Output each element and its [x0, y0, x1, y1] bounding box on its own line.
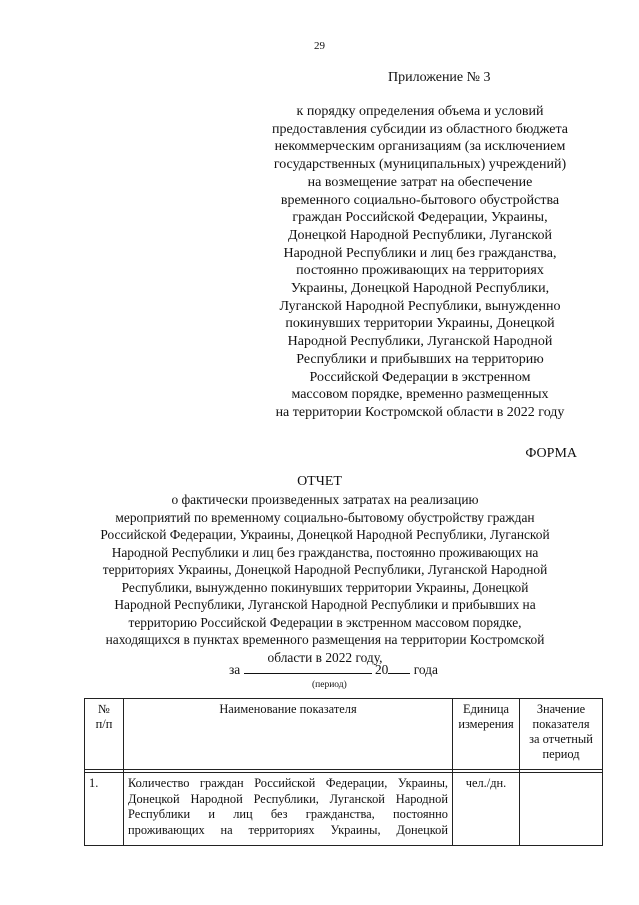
appendix-line: некоммерческим организациям (за исключением — [274, 139, 566, 155]
period-year-prefix: 20 — [374, 662, 389, 677]
appendix-line: на возмещение затрат на обеспечение — [307, 174, 533, 190]
header-unit — [453, 699, 520, 770]
header-value-line: за отчетный — [529, 732, 593, 746]
period-suffix: года — [413, 662, 438, 677]
row-name-line: Республики и лиц без гражданства, постоянно — [128, 807, 448, 821]
table-header-row — [85, 699, 603, 770]
appendix-title: Приложение № 3 — [388, 70, 491, 85]
report-line: территорию Российской Федерации в экстренном массовом порядке, — [128, 614, 522, 630]
period-prefix: за — [229, 662, 241, 677]
report-line: находящихся в пунктах временного размещения на территории Костромской — [105, 632, 545, 647]
appendix-line: государственных (муниципальных) учреждений) — [273, 157, 567, 173]
period-blank-field[interactable] — [244, 661, 372, 674]
report-line: Народной Республики и лиц без гражданства, постоянно проживающих на — [111, 544, 539, 560]
appendix-line: покинувших территории Украины, Донецкой — [285, 316, 555, 332]
appendix-line: Народной Республики, Луганской Народной — [287, 334, 553, 350]
header-num-line: п/п — [95, 717, 113, 731]
row-name-text — [128, 776, 448, 840]
page-number: 29 — [314, 40, 325, 52]
header-value — [520, 699, 603, 770]
header-unit-line: измерения — [458, 717, 514, 731]
header-name-line: Наименование показателя — [219, 702, 357, 716]
row-name-line: Количество граждан Российской Федерации, Украины, — [128, 776, 448, 790]
report-line: области в 2022 году, — [267, 649, 383, 665]
appendix-line: Донецкой Народной Республики, Луганской — [288, 227, 552, 243]
report-title: ОТЧЕТ — [297, 474, 342, 489]
period-caption: (период) — [312, 680, 347, 690]
appendix-line: Российской Федерации в экстренном — [309, 369, 531, 385]
appendix-line: Украины, Донецкой Народной Республики, — [290, 281, 550, 297]
report-line: Народной Республики, Луганской Народной Республики и прибывших на — [114, 597, 536, 612]
header-value-line: период — [542, 747, 580, 761]
report-line: о фактически произведенных затратах на реализацию — [171, 492, 479, 507]
report-line: мероприятий по временному социально-бытовому обустройству граждан — [115, 509, 535, 525]
header-num — [85, 699, 124, 770]
report-description — [40, 491, 610, 666]
appendix-line: к порядку определения объема и условий — [296, 104, 544, 119]
appendix-line: граждан Российской Федерации, Украины, — [292, 210, 548, 226]
row-name-line: Донецкой Народной Республики, Луганской Народной — [128, 791, 448, 806]
appendix-line: постоянно проживающих на территориях — [296, 263, 544, 279]
row-name — [124, 773, 453, 846]
header-name — [124, 699, 453, 770]
report-line: территориях Украины, Донецкой Народной Республики, Луганской Народной — [102, 562, 548, 577]
table-row — [85, 773, 603, 846]
appendix-line: на территории Костромской области в 2022 году — [275, 404, 565, 420]
appendix-line: временного социально-бытового обустройства — [280, 192, 560, 208]
row-value[interactable] — [520, 773, 603, 846]
header-num-line: № — [98, 702, 110, 716]
row-num: 1. — [85, 773, 124, 846]
header-unit-line: Единица — [463, 702, 509, 716]
header-value-line: показателя — [532, 717, 590, 731]
appendix-line: предоставления субсидии из областного бюджета — [272, 121, 568, 137]
header-value-line: Значение — [536, 702, 586, 716]
indicators-table — [84, 698, 603, 846]
appendix-line: Народной Республики и лиц без гражданства, — [283, 245, 557, 261]
report-period-line — [229, 661, 438, 678]
appendix-line: Республики и прибывших на территорию — [296, 351, 544, 367]
report-line: Российской Федерации, Украины, Донецкой Народной Республики, Луганской — [100, 527, 550, 542]
report-line: Республики, вынужденно покинувших территории Украины, Донецкой — [121, 579, 529, 595]
row-unit: чел./дн. — [453, 773, 520, 846]
appendix-description — [240, 103, 600, 422]
form-label: ФОРМА — [525, 446, 577, 461]
appendix-line: Луганской Народной Республики, вынужденно — [279, 298, 561, 314]
appendix-line: массовом порядке, временно размещенных — [291, 387, 549, 403]
period-year-blank-field[interactable] — [388, 661, 410, 674]
row-name-line: проживающих на территориях Украины, Донецкой — [128, 822, 448, 837]
